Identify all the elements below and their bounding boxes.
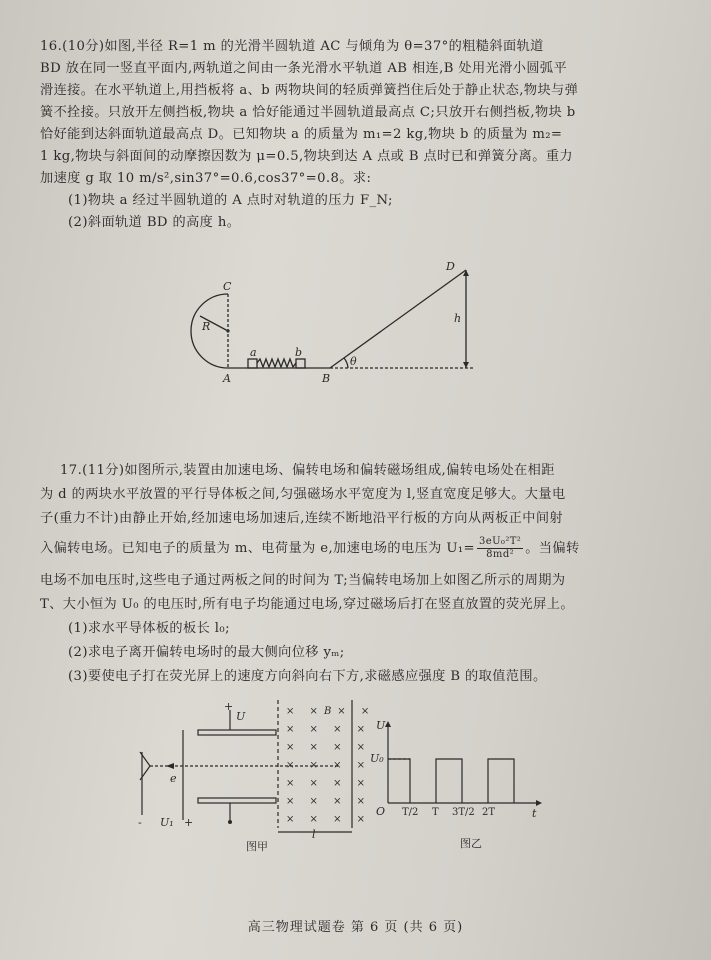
q16-sub-2: (2)斜面轨道 BD 的高度 h。: [68, 215, 241, 230]
label-a: a: [250, 346, 257, 359]
label-U: U: [236, 710, 246, 723]
minus-sign: -: [138, 816, 142, 829]
q17-line-4-post: 。当偏转: [525, 541, 580, 556]
pulse-1: [388, 759, 410, 803]
label-U1: U₁: [160, 816, 174, 829]
upper-plate: [198, 730, 276, 735]
q17-sub-3: (3)要使电子打在荧光屏上的速度方向斜向右下方,求磁感应强度 B 的取值范围。: [68, 669, 547, 684]
q17-line-5: 电场不加电压时,这些电子通过两板之间的时间为 T;当偏转电场加上如图乙所示的周期为: [40, 573, 566, 588]
label-A: A: [223, 372, 231, 385]
tick-T: T: [432, 807, 439, 818]
b-field-row-3: × × × ×: [286, 742, 372, 753]
q16-line-3: 滑连接。在水平轨道上,用挡板将 a、b 两物块间的轻质弹簧挡住后处于静止状态,物块与弹: [40, 83, 579, 98]
label-O: O: [376, 805, 386, 818]
b-field-row-6: × × × ×: [286, 796, 372, 807]
b-field-row-4: × × × ×: [286, 760, 372, 771]
block-a: [248, 359, 257, 368]
q17-sub-1: (1)求水平导体板的板长 l₀;: [68, 621, 230, 636]
pulse-2: [436, 759, 462, 803]
block-b: [296, 359, 305, 368]
figure-jia: [130, 700, 376, 858]
q16-line-2: BD 放在同一竖直平面内,两轨道之间由一条光滑水平轨道 AB 相连,B 处用光滑小圆弧平: [40, 61, 568, 76]
label-theta: θ: [350, 355, 357, 368]
spring: [257, 359, 296, 367]
q16-line-4: 簧不拴接。只放开左侧挡板,物块 a 恰好能通过半圆轨道最高点 C;只放开右侧挡板,物块 b: [40, 105, 576, 120]
label-t: t: [532, 807, 537, 820]
voltage-fraction: [477, 536, 523, 561]
incline-track: [330, 270, 466, 368]
q17-line-2: 为 d 的两块水平放置的平行导体板之间,匀强磁场水平宽度为 l,竖直宽度足够大。大量电: [40, 487, 566, 502]
tick-3T2: 3T/2: [452, 807, 475, 818]
caption-jia: 图甲: [246, 840, 268, 853]
label-h: h: [454, 312, 462, 325]
terminal-dot: [228, 820, 232, 824]
b-field-row-5: × × × ×: [286, 778, 372, 789]
label-e: e: [170, 772, 177, 785]
q17-line-3: 子(重力不计)由静止开始,经加速电场加速后,连续不断地沿平行板的方向从两板正中间射: [40, 511, 564, 526]
q17-line-6: T、大小恒为 U₀ 的电压时,所有电子均能通过电场,穿过磁场后打在竖直放置的荧光屏上。: [40, 597, 574, 612]
plus-sign-2: +: [184, 816, 194, 829]
fraction-numerator: 3eU₀²T²: [479, 536, 522, 547]
u-arrow: [385, 721, 391, 727]
beam-arrow: [166, 763, 174, 769]
q17-line-1: 17.(11分)如图所示,装置由加速电场、偏转电场和偏转磁场组成,偏转电场处在相距: [60, 463, 555, 478]
label-U0: U₀: [370, 752, 384, 765]
plus-sign: +: [224, 700, 234, 713]
label-U-axis: U: [376, 719, 386, 732]
q16-line-1: 16.(10分)如图,半径 R=1 m 的光滑半圆轨道 AC 与倾角为 θ=37°的粗糙斜面轨道: [40, 39, 544, 54]
page-footer: 高三物理试题卷 第 6 页 (共 6 页): [247, 920, 464, 935]
q16-line-6: 1 kg,物块与斜面间的动摩擦因数为 μ=0.5,物块到达 A 点或 B 点时已和弹簧分离。重力: [40, 149, 573, 164]
pulse-3: [488, 759, 514, 803]
q16-sub-1: (1)物块 a 经过半圆轨道的 A 点时对轨道的压力 F_N;: [68, 193, 393, 208]
t-arrow: [536, 800, 542, 806]
tick-T2: T/2: [402, 807, 419, 818]
label-D: D: [446, 260, 455, 273]
fraction-denominator: 8md²: [486, 549, 515, 560]
q17-sub-2: (2)求电子离开偏转电场时的最大侧向位移 yₘ;: [68, 645, 345, 660]
b-field-row-1: × ×B× ×: [286, 706, 376, 717]
label-B: B: [322, 372, 331, 385]
tick-2T: 2T: [482, 807, 496, 818]
b-field-row-2: × × × ×: [286, 724, 372, 735]
center-dot: [226, 329, 229, 332]
h-arrow-down: [463, 362, 469, 368]
label-l: l: [312, 828, 316, 841]
b-field-row-7: × × × ×: [286, 814, 372, 825]
q17-line-4: [40, 536, 580, 561]
label-R: R: [202, 320, 211, 333]
caption-yi: 图乙: [460, 837, 482, 850]
label-b: b: [295, 346, 303, 359]
label-C: C: [223, 280, 232, 293]
q16-line-5: 恰好能到达斜面轨道最高点 D。已知物块 a 的质量为 m₁=2 kg,物块 b 的质量为 m₂=: [40, 127, 563, 142]
q17-line-4-pre: 入偏转电场。已知电子的质量为 m、电荷量为 e,加速电场的电压为 U₁=: [40, 541, 475, 556]
q16-figure: [180, 258, 510, 388]
figure-yi: [370, 715, 550, 853]
angle-arc: [344, 358, 348, 368]
q16-line-7: 加速度 g 取 10 m/s²,sin37°=0.6,cos37°=0.8。求:: [40, 171, 372, 186]
lower-plate: [198, 798, 276, 803]
